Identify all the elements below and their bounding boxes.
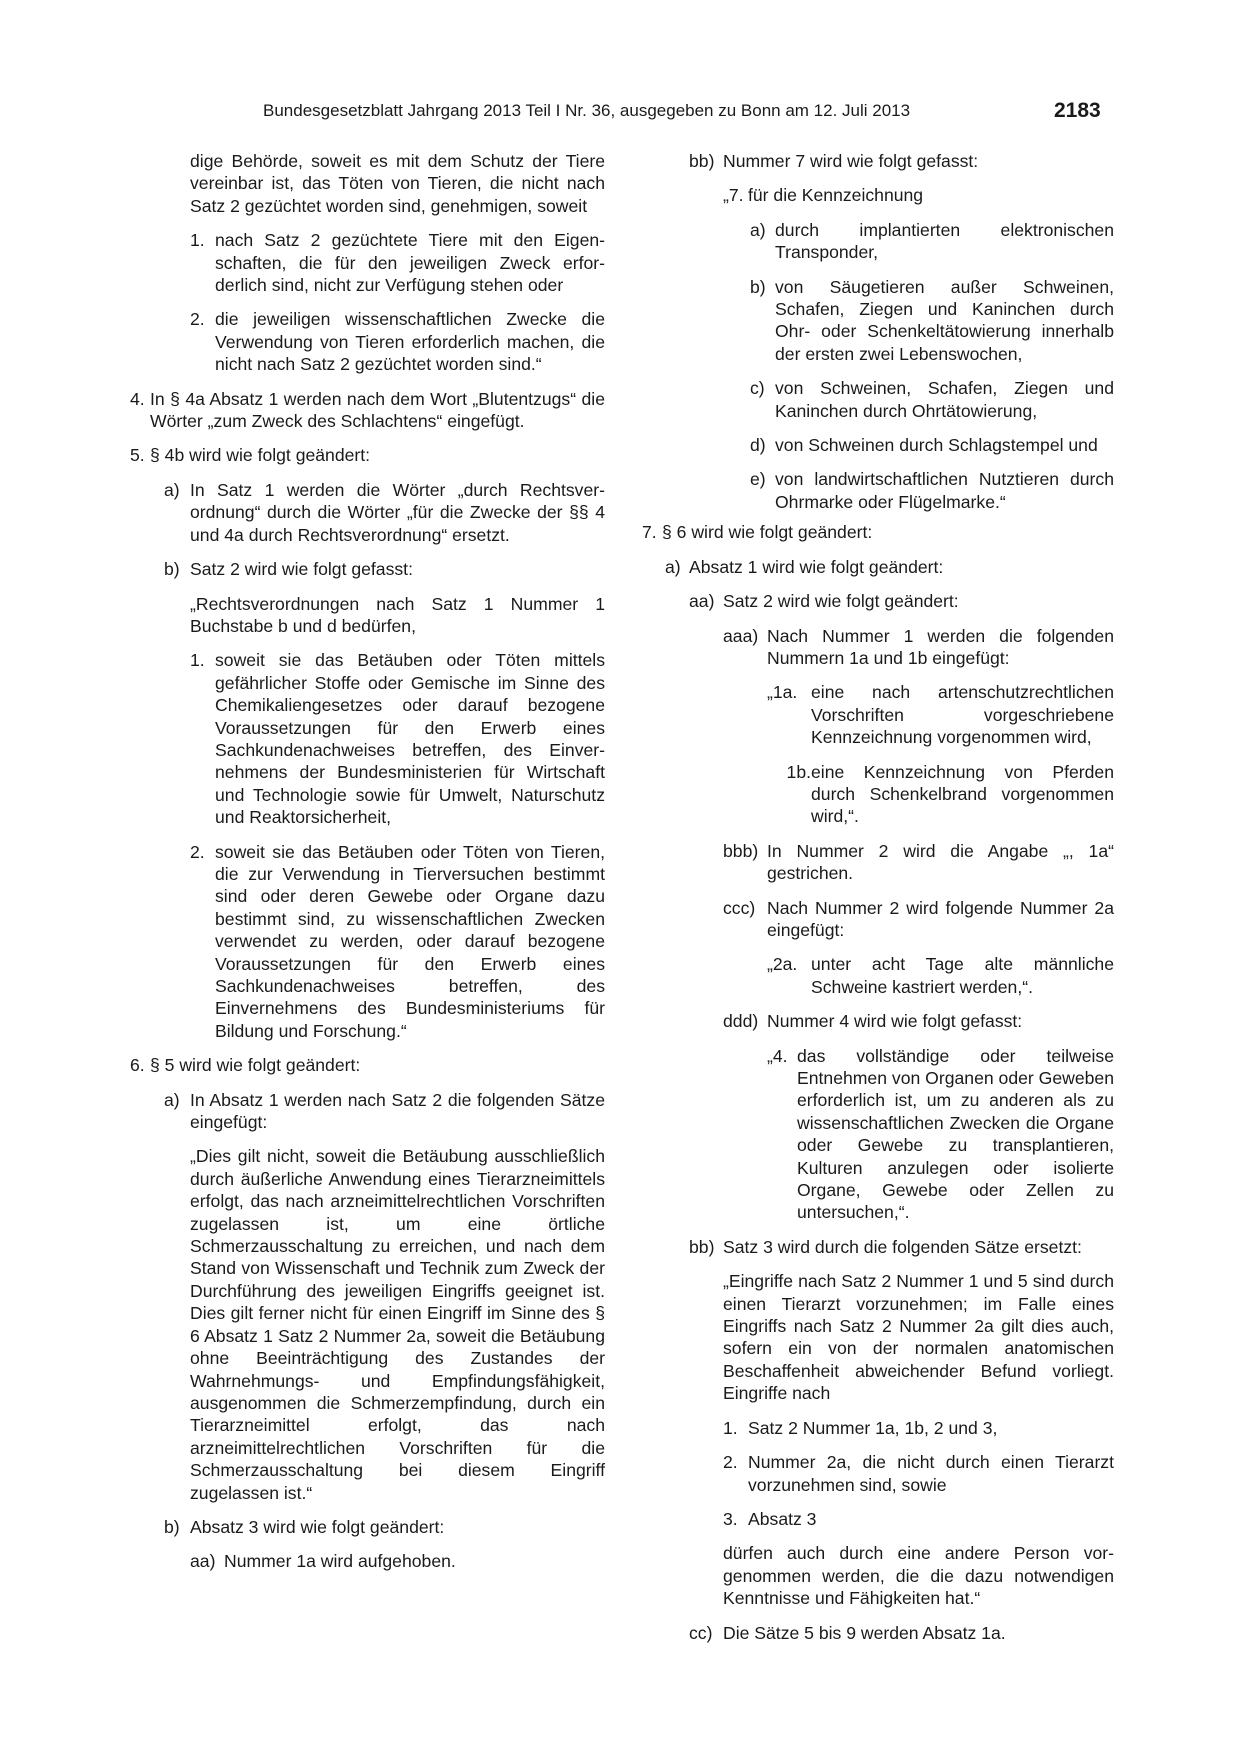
list-item [767, 761, 1114, 828]
right-column [636, 150, 1114, 1656]
list-item [164, 558, 605, 580]
item-number: 1. [190, 230, 205, 251]
item-text: Absatz 3 [748, 1508, 817, 1529]
item-number: ddd) [723, 1011, 759, 1032]
item-number: bb) [689, 1236, 715, 1257]
item-number: 1. [190, 650, 205, 671]
list-item [767, 1045, 1114, 1224]
item-text: In Satz 1 werden die Wörter „durch Rechtsverordnung“ durch die Wörter „für die Zwecke der §§ 4 und 4a durch Rechtsverordnung“ ersetzt. [190, 479, 605, 545]
item-number: 6. [130, 1055, 145, 1076]
list-item [723, 625, 1114, 670]
list-item [642, 521, 1114, 543]
item-text: Satz 2 wird wie folgt gefasst: [190, 559, 413, 580]
item-number: 2. [723, 1452, 738, 1473]
item-number: a) [750, 219, 766, 240]
item-text: das vollständige oder teilweise Entnehmen von Organen oder Geweben erforderlich ist, um zu anderen als zu wissenschaftlichen Zwecken die Organe oder Gewebe zu transplantieren, Kulturen anzulegen oder isolierte Organe, Gewebe oder Zellen zu untersuchen,“. [797, 1045, 1114, 1223]
item-number: aa) [689, 591, 715, 612]
list-item [723, 1010, 1114, 1032]
list-item [723, 1508, 1114, 1530]
list-item [164, 479, 605, 546]
item-number: cc) [689, 1622, 713, 1643]
list-item [767, 681, 1114, 748]
item-number: 4. [130, 388, 145, 409]
list-item [750, 377, 1114, 422]
list-item [164, 1089, 605, 1134]
list-item [689, 590, 1114, 612]
item-text: durch implantierten elektronischen Transponder, [775, 219, 1114, 263]
item-number: „7. [723, 185, 744, 206]
item-number: bb) [689, 151, 715, 171]
quoted-paragraph: „Rechtsverordnungen nach Satz 1 Nummer 1 Buchstabe b und d bedürfen, [190, 593, 605, 636]
item-number: 2. [190, 841, 205, 862]
item-text: von Schweinen durch Schlagstempel und [775, 435, 1098, 456]
item-text: für die Kennzeichnung [748, 185, 924, 206]
item-text: unter acht Tage alte männliche Schweine kastriert werden,“. [811, 954, 1114, 997]
item-number: b) [164, 1516, 180, 1537]
left-column [130, 150, 605, 1585]
item-text: Nummer 7 wird wie folgt gefasst: [723, 151, 979, 171]
list-item [723, 1417, 1114, 1439]
item-text: eine Kennzeichnung von Pferden durch Schenkelbrand vorgenommen wird,“. [811, 761, 1114, 827]
item-number: „2a. [767, 954, 798, 975]
list-item [130, 1054, 605, 1076]
item-text: von landwirtschaftlichen Nutztieren durch Ohrmarke oder Flügelmarke.“ [775, 469, 1114, 512]
item-number: b) [164, 559, 180, 580]
list-item [767, 953, 1114, 998]
item-number: bbb) [723, 840, 759, 861]
list-item [190, 649, 605, 828]
item-number: a) [164, 1089, 180, 1110]
item-number [767, 761, 811, 828]
item-text: von Schweinen, Schafen, Ziegen und Kaninchen durch Ohrtätowierung, [775, 378, 1114, 421]
list-item [750, 219, 1114, 264]
item-number: 7. [642, 522, 657, 543]
item-text: nach Satz 2 gezüchtete Tiere mit den Eigenschaften, die für den jeweiligen Zweck erforderlich sind, nicht zur Verfügung stehen oder [215, 230, 605, 296]
item-number: e) [750, 469, 766, 490]
list-item [130, 388, 605, 433]
item-text: Satz 2 Nummer 1a, 1b, 2 und 3, [748, 1417, 998, 1438]
item-number: a) [164, 479, 180, 500]
list-item [723, 1451, 1114, 1496]
list-item [723, 840, 1114, 885]
item-text: Nach Nummer 1 werden die folgenden Nummern 1a und 1b eingefügt: [767, 625, 1114, 668]
item-number: 3. [723, 1508, 738, 1529]
item-text: Nummer 2a, die nicht durch einen Tierarzt vorzunehmen sind, sowie [748, 1452, 1114, 1495]
list-item [130, 444, 605, 466]
item-text: In § 4a Absatz 1 werden nach dem Wort „Blutentzugs“ die Wörter „zum Zweck des Schlachtens“ eingefügt. [150, 388, 605, 432]
item-number: „1a. [767, 682, 798, 703]
item-number-text: 1b. [786, 761, 811, 782]
item-text: die jeweiligen wissenschaftlichen Zwecke die Verwendung von Tieren erforderlich machen, die nicht nach Satz 2 gezüchtet worden sind.“ [215, 309, 605, 375]
item-text: eine nach artenschutzrechtlichen Vorschriften vorgeschriebene Kennzeichnung vorgenommen wird, [811, 682, 1114, 748]
item-number: c) [750, 378, 765, 399]
list-item [750, 468, 1114, 513]
item-text: Nummer 4 wird wie folgt gefasst: [767, 1011, 1023, 1032]
quoted-paragraph: „Dies gilt nicht, soweit die Betäubung ausschließlich durch äußerliche Anwendung eines Tierarzneimittels erfolgt, das nach arzneimittelrechtlichen Vorschriften zugelassen ist, um eine örtliche Schmerzausschaltung zu erreichen, und nach dem Stand von Wissenschaft und Technik zum Zweck der Durchführung des jeweiligen Eingriffs geeignet ist. Dies gilt ferner nicht für einen Eingriff im Sinne des § 6 Absatz 1 Satz 2 Nummer 2a, soweit die Betäubung ohne Beeinträchtigung des Zustandes der Wahrnehmungs- und Empfindungsfähigkeit, ausgenommen die Schmerzempfindung, durch ein Tierarzneimittel erfolgt, das nach arzneimittelrechtlichen Vorschriften für die Schmerzausschaltung bei diesem Eingriff zugelassen ist.“ [190, 1146, 605, 1503]
running-header: Bundesgesetzblatt Jahrgang 2013 Teil I Nr. 36, ausgegeben zu Bonn am 12. Juli 2013 [263, 101, 911, 120]
item-text: Satz 3 wird durch die folgenden Sätze ersetzt: [723, 1236, 1082, 1257]
item-text: Nummer 1a wird aufgehoben. [224, 1551, 456, 1572]
list-item [689, 1622, 1114, 1644]
list-item [750, 276, 1114, 366]
paragraph: dige Behörde, soweit es mit dem Schutz der Tiere vereinbar ist, das Töten von Tieren, die nicht nach Satz 2 gezüchtet worden sind, genehmigen, soweit [190, 151, 605, 216]
item-text: soweit sie das Betäuben oder Töten von Tieren, die zur Verwendung in Tierversuchen bestimmt sind oder deren Gewebe oder Organe dazu bestimmt sind, zu wissenschaftlichen Zwecken verwendet zu werden, oder darauf bezogene Voraussetzungen für den Erwerb eines Sachkundenachweises betreffen, des Einvernehmens des Bundesministeriums für Bildung und Forschung.“ [215, 841, 605, 1041]
list-item [750, 434, 1114, 456]
item-number: aa) [190, 1551, 216, 1572]
list-item [190, 308, 605, 375]
paragraph: dürfen auch durch eine andere Person vorgenommen werden, die die dazu notwendigen Kenntnisse und Fähigkeiten hat.“ [723, 1543, 1114, 1609]
item-number: a) [665, 556, 681, 577]
list-item [723, 897, 1114, 942]
item-text: § 5 wird wie folgt geändert: [150, 1055, 361, 1076]
list-item [689, 1236, 1114, 1258]
list-item [190, 841, 605, 1043]
item-text: von Säugetieren außer Schweinen, Schafen, Ziegen und Kaninchen durch Ohr- oder Schenkeltätowierung innerhalb der ersten zwei Lebenswochen, [775, 276, 1114, 364]
page-number: 2183 [1054, 99, 1101, 122]
item-number: 1. [723, 1417, 738, 1438]
list-item [723, 184, 1114, 206]
item-text: Absatz 1 wird wie folgt geändert: [689, 556, 944, 577]
item-text: Die Sätze 5 bis 9 werden Absatz 1a. [723, 1622, 1006, 1643]
list-item [164, 1516, 605, 1538]
item-text: § 6 wird wie folgt geändert: [662, 522, 873, 543]
item-number: „4. [767, 1045, 788, 1066]
item-text: Satz 2 wird wie folgt geändert: [723, 591, 959, 612]
item-text: § 4b wird wie folgt geändert: [150, 445, 371, 466]
list-item [190, 1550, 605, 1572]
list-item [665, 556, 1114, 578]
item-text: In Nummer 2 wird die Angabe „, 1a“ gestrichen. [767, 840, 1114, 884]
item-text: soweit sie das Betäuben oder Töten mittels gefährlicher Stoffe oder Gemische im Sinne des Chemikaliengesetzes oder darauf bezogene Voraussetzungen für den Erwerb eines Sachkundenachweises betreffen, des Einvernehmens der Bundesministerien für Wirtschaft und Technologie sowie für Umwelt, Naturschutz und Reaktorsicherheit, [215, 650, 605, 828]
quoted-paragraph: „Eingriffe nach Satz 2 Nummer 1 und 5 sind durch einen Tierarzt vorzunehmen; im Falle eines Eingriffs nach Satz 2 Nummer 2a gilt dies auch, sofern ein von der normalen anatomischen Beschaffenheit abweichender Befund vorliegt. Eingriffe nach [723, 1271, 1114, 1404]
item-text: Nach Nummer 2 wird folgende Nummer 2a eingefügt: [767, 897, 1114, 940]
item-text: In Absatz 1 werden nach Satz 2 die folgenden Sätze eingefügt: [190, 1089, 605, 1133]
item-number: aaa) [723, 625, 759, 646]
item-text: Absatz 3 wird wie folgt geändert: [190, 1516, 445, 1537]
item-number: 5. [130, 445, 145, 466]
list-item [190, 229, 605, 296]
item-number: d) [750, 435, 766, 456]
item-number: 2. [190, 309, 205, 330]
item-number: ccc) [723, 897, 756, 918]
item-number: b) [750, 276, 766, 297]
list-item [689, 150, 1114, 172]
